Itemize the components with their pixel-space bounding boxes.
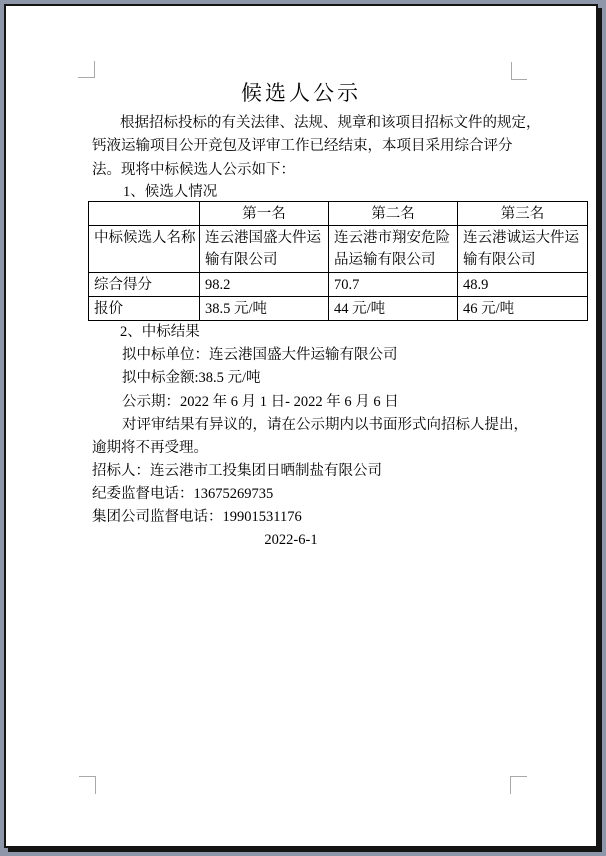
table-cell: 连云港国盛大件运输有限公司 bbox=[200, 226, 329, 273]
table-row bbox=[89, 297, 588, 321]
table-cell: 连云港市翔安危险品运输有限公司 bbox=[329, 226, 458, 273]
table-header-cell: 第三名 bbox=[458, 202, 588, 226]
result-line: 拟中标单位：连云港国盛大件运输有限公司 bbox=[122, 347, 398, 363]
section-heading-1: 1、候选人情况 bbox=[123, 184, 218, 200]
table-cell: 46 元/吨 bbox=[458, 297, 588, 321]
table-cell: 44 元/吨 bbox=[329, 297, 458, 321]
result-line: 逾期将不再受理。 bbox=[92, 440, 208, 456]
table-row bbox=[89, 226, 588, 273]
table-cell: 48.9 bbox=[458, 273, 588, 297]
table-header-cell: 第一名 bbox=[200, 202, 329, 226]
document-title: 候选人公示 bbox=[241, 81, 361, 105]
result-line: 公示期：2022 年 6 月 1 日- 2022 年 6 月 6 日 bbox=[122, 394, 399, 410]
table-cell: 连云港诚运大件运输有限公司 bbox=[458, 226, 588, 273]
result-line: 对评审结果有异议的，请在公示期内以书面形式向招标人提出， bbox=[122, 417, 528, 433]
table-row-label: 中标候选人名称 bbox=[89, 226, 200, 273]
table-cell: 70.7 bbox=[329, 273, 458, 297]
table-corner-cell bbox=[89, 202, 200, 226]
paragraph-line: 根据招标投标的有关法律、法规、规章和该项目招标文件的规定， bbox=[120, 115, 541, 131]
paragraph-line: 钙液运输项目公开竞包及评审工作已经结束，本项目采用综合评分 bbox=[92, 138, 513, 154]
candidates-table bbox=[88, 201, 588, 321]
table-cell: 98.2 bbox=[200, 273, 329, 297]
table-header-cell: 第二名 bbox=[329, 202, 458, 226]
table-row-label: 综合得分 bbox=[89, 273, 200, 297]
paragraph-line: 法。现将中标候选人公示如下： bbox=[92, 162, 295, 178]
footer-line-tenderer: 招标人：连云港市工投集团日晒制盐有限公司 bbox=[92, 463, 382, 479]
document-page bbox=[4, 4, 598, 848]
table-cell: 38.5 元/吨 bbox=[200, 297, 329, 321]
table-row-label: 报价 bbox=[89, 297, 200, 321]
footer-line-group-phone: 集团公司监督电话：19901531176 bbox=[92, 509, 302, 525]
table-row bbox=[89, 273, 588, 297]
table-header-row bbox=[89, 202, 588, 226]
document-date: 2022-6-1 bbox=[264, 532, 318, 548]
result-line: 拟中标金额:38.5 元/吨 bbox=[122, 370, 261, 386]
section-heading-2: 2、中标结果 bbox=[120, 324, 200, 340]
footer-line-discipline-phone: 纪委监督电话：13675269735 bbox=[92, 486, 274, 502]
